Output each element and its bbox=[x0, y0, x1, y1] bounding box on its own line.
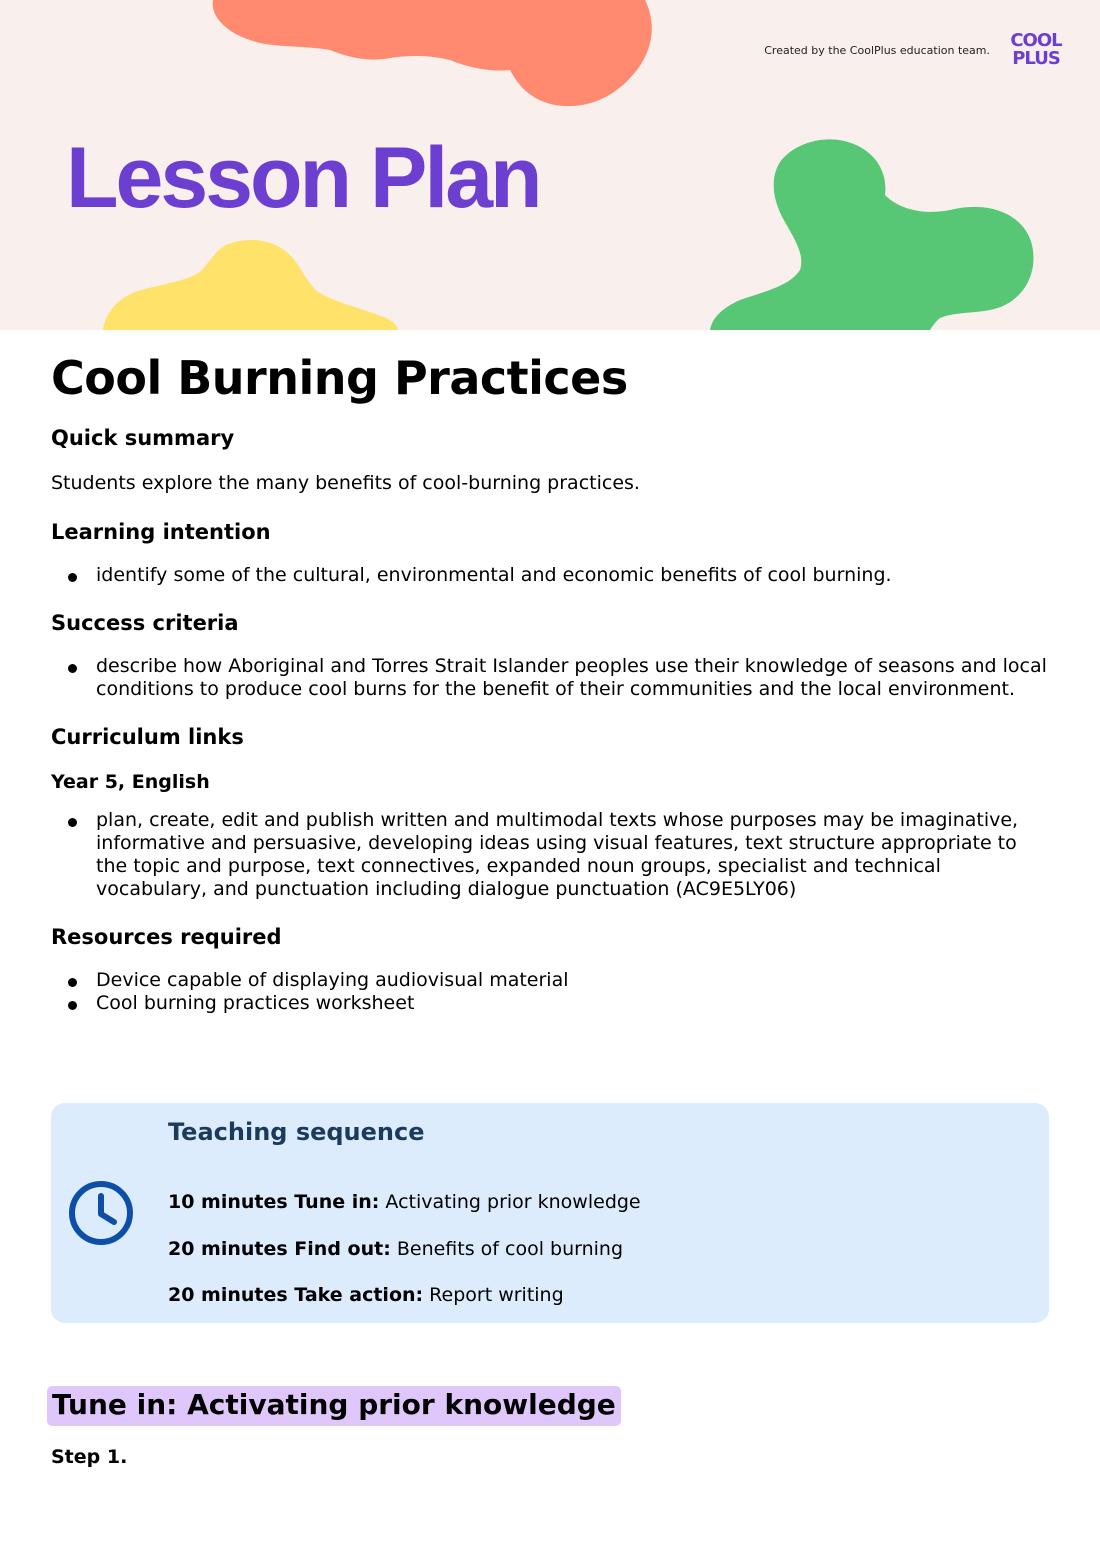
step-label: Step 1. bbox=[51, 1446, 128, 1468]
document-body bbox=[51, 348, 1051, 1037]
success-criteria-heading: Success criteria bbox=[51, 611, 239, 635]
sequence-item-text: Report writing bbox=[423, 1284, 564, 1306]
sequence-item-find-out bbox=[168, 1236, 623, 1262]
sequence-item-text: Benefits of cool burning bbox=[390, 1238, 624, 1260]
list-item: plan, create, edit and publish written and multimodal texts whose purposes may be imaginative, informative and persuasive, developing ideas using visual features, text structure appropriate to the topic and purpose, text connectives, expanded noun groups, specialist and technical vocabulary, and punctuation including dialogue punctuation (AC9E5LY06) bbox=[51, 809, 1051, 901]
logo-line-2: PLUS bbox=[1012, 48, 1060, 69]
list-item: Cool burning practices worksheet bbox=[51, 992, 1051, 1015]
banner-title: Lesson Plan bbox=[66, 130, 540, 226]
quick-summary-text: Students explore the many benefits of cool-burning practices. bbox=[51, 472, 640, 494]
logo-line-1: COOL bbox=[1010, 30, 1062, 51]
clock-icon bbox=[66, 1178, 136, 1248]
curriculum-year-subheading: Year 5, English bbox=[51, 771, 210, 793]
resources-list bbox=[51, 969, 1051, 1015]
curriculum-links-list bbox=[51, 809, 1051, 901]
list-item: describe how Aboriginal and Torres Strait Islander peoples use their knowledge of seasons and local conditions to produce cool burns for the benefit of their communities and the local environment. bbox=[51, 655, 1051, 701]
success-criteria-list bbox=[51, 655, 1051, 701]
document-title: Cool Burning Practices bbox=[51, 351, 628, 405]
learning-intention-list bbox=[51, 564, 1051, 587]
sequence-item-label: 10 minutes Tune in: bbox=[168, 1191, 380, 1213]
curriculum-links-heading: Curriculum links bbox=[51, 725, 244, 749]
teaching-sequence-title: Teaching sequence bbox=[168, 1118, 425, 1146]
tune-in-heading: Tune in: Activating prior knowledge bbox=[47, 1386, 621, 1426]
quick-summary-heading: Quick summary bbox=[51, 426, 235, 450]
coolplus-logo bbox=[1003, 32, 1069, 68]
sequence-item-label: 20 minutes Find out: bbox=[168, 1238, 391, 1260]
sequence-item-label: 20 minutes Take action: bbox=[168, 1284, 424, 1306]
sequence-item-tune-in bbox=[168, 1189, 641, 1215]
sequence-item-take-action bbox=[168, 1282, 564, 1308]
yellow-blob bbox=[103, 240, 398, 330]
header-banner bbox=[0, 0, 1100, 330]
green-blob bbox=[710, 139, 1033, 330]
sequence-item-text: Activating prior knowledge bbox=[379, 1191, 641, 1213]
credit-text: Created by the CoolPlus education team. bbox=[764, 44, 990, 57]
orange-blob bbox=[213, 0, 652, 106]
resources-heading: Resources required bbox=[51, 925, 282, 949]
learning-intention-heading: Learning intention bbox=[51, 520, 271, 544]
list-item: Device capable of displaying audiovisual material bbox=[51, 969, 1051, 992]
list-item: identify some of the cultural, environmental and economic benefits of cool burning. bbox=[51, 564, 1051, 587]
